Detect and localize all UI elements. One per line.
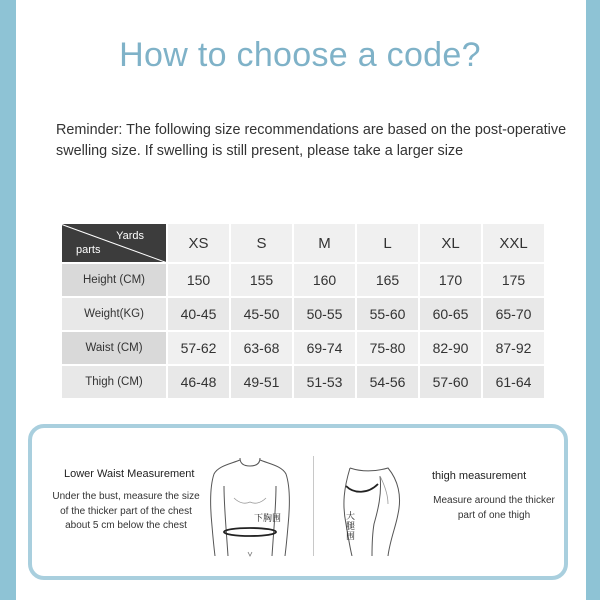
table-cell: 175 [483,264,544,296]
page-title: How to choose a code? [119,36,481,74]
table-cell: 69-74 [294,332,355,364]
size-header-m: M [294,224,355,262]
table-row-height [62,264,544,296]
table-cell: 63-68 [231,332,292,364]
row-label-height: Height (CM) [62,264,166,296]
table-cell: 65-70 [483,298,544,330]
size-header-row [62,224,544,262]
table-cell: 51-53 [294,366,355,398]
row-label-waist: Waist (CM) [62,332,166,364]
section-divider [313,456,314,556]
thigh-measurement-description: Measure around the thicker part of one thigh [433,495,555,521]
table-cell: 87-92 [483,332,544,364]
table-cell: 45-50 [231,298,292,330]
table-cell: 160 [294,264,355,296]
row-label-weight: Weight(KG) [62,298,166,330]
waist-figure-label: 下胸围 [254,514,282,524]
table-cell: 54-56 [357,366,418,398]
corner-diagonal [62,224,166,262]
waist-measurement-description: Under the bust, measure the size of the thicker part of the chest about 5 cm below the chest [52,491,200,531]
table-cell: 61-64 [483,366,544,398]
thigh-measurement-title: thigh measurement [432,470,527,482]
thigh-figure-icon [328,464,414,556]
size-header-xxl: XXL [483,224,544,262]
reminder-text: Reminder: The following size recommendations are based on the post-operative swelling size. If swelling is still present, please take a larger size [56,122,567,159]
waist-measurement-title: Lower Waist Measurement [64,468,195,480]
table-cell: 82-90 [420,332,481,364]
table-row-weight [62,298,544,330]
corner-label-parts: parts [76,244,101,256]
table-cell: 46-48 [168,366,229,398]
size-header-xs: XS [168,224,229,262]
size-header-s: S [231,224,292,262]
table-cell: 165 [357,264,418,296]
table-cell: 150 [168,264,229,296]
row-label-thigh: Thigh (CM) [62,366,166,398]
table-row-thigh [62,366,544,398]
table-cell: 60-65 [420,298,481,330]
table-cell: 49-51 [231,366,292,398]
table-cell: 75-80 [357,332,418,364]
table-corner-cell [62,224,166,262]
table-cell: 50-55 [294,298,355,330]
table-cell: 155 [231,264,292,296]
table-cell: 57-62 [168,332,229,364]
size-table [60,222,546,400]
table-cell: 40-45 [168,298,229,330]
table-cell: 55-60 [357,298,418,330]
measurement-guide-box [28,424,568,580]
table-cell: 57-60 [420,366,481,398]
table-cell: 170 [420,264,481,296]
torso-figure-icon [204,456,296,558]
corner-label-yards: Yards [116,230,144,242]
size-header-xl: XL [420,224,481,262]
thigh-figure-label: 大腿围 [346,512,356,542]
size-header-l: L [357,224,418,262]
table-row-waist [62,332,544,364]
